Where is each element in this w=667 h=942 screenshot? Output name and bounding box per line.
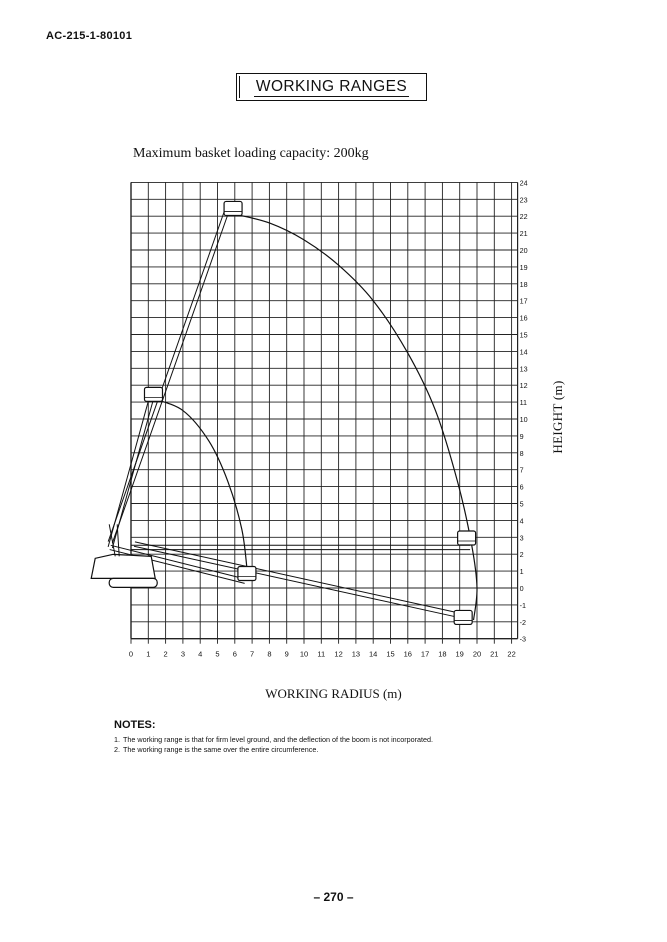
x-tick-label: 9 [284, 649, 289, 659]
y-tick-label: 17 [519, 296, 528, 306]
x-tick-label: 13 [351, 649, 361, 659]
y-tick-label: 19 [519, 262, 528, 272]
x-tick-label: 1 [146, 649, 151, 659]
y-tick-label: 23 [519, 195, 528, 205]
y-tick-label: 22 [519, 212, 528, 222]
x-tick-label: 0 [128, 649, 134, 659]
note-number: 1. [114, 735, 120, 744]
machine-crawler [109, 578, 157, 587]
x-tick-label: 20 [472, 649, 482, 659]
y-tick-label: 9 [519, 431, 524, 441]
boom-low-far-edge [135, 542, 459, 613]
x-tick-label: 2 [163, 649, 168, 659]
basket-mid [144, 387, 162, 401]
x-tick-label: 22 [507, 649, 516, 659]
notes-heading: NOTES: [114, 719, 156, 731]
x-tick-label: 21 [490, 649, 499, 659]
x-tick-label: 19 [455, 649, 464, 659]
note-number: 2. [114, 745, 120, 754]
y-tick-label: 15 [519, 330, 528, 340]
boom-max-height-edge [112, 208, 230, 543]
basket-reach [458, 531, 476, 545]
x-tick-label: 16 [403, 649, 412, 659]
x-tick-label: 11 [317, 649, 326, 659]
note-text: The working range is that for firm level ground, and the deflection of the boom is not incorporated. [123, 735, 434, 744]
page-number: – 270 – [313, 890, 354, 904]
grid [131, 182, 518, 638]
x-tick-label: 10 [299, 649, 309, 659]
note-item [114, 745, 594, 755]
note-item [114, 735, 594, 745]
y-tick-label: 24 [519, 178, 528, 188]
y-tick-label: 20 [519, 246, 528, 255]
y-tick-label: 5 [519, 499, 524, 509]
notes-section [114, 719, 594, 755]
x-tick-label: 3 [180, 649, 185, 659]
y-tick-label: 7 [519, 465, 524, 475]
y-tick-label: 3 [519, 533, 524, 543]
basket-low-near [238, 566, 256, 580]
machine [91, 201, 475, 624]
y-tick-label: -2 [519, 617, 527, 627]
x-axis-title: WORKING RADIUS (m) [265, 686, 402, 701]
y-tick-label: 2 [519, 550, 524, 560]
y-tick-label: -1 [519, 600, 527, 610]
basket-top [224, 201, 242, 215]
document-code: AC-215-1-80101 [46, 30, 133, 42]
y-tick-label: 21 [519, 229, 528, 239]
machine-body [91, 554, 155, 578]
y-tick-label: 6 [519, 482, 524, 492]
x-tick-label: 12 [334, 649, 343, 659]
x-tick-label: 15 [386, 649, 395, 659]
y-tick-label: 4 [519, 516, 524, 526]
y-tick-label: 12 [519, 381, 528, 391]
x-tick-label: 6 [232, 649, 237, 659]
y-tick-label: 18 [519, 279, 528, 289]
x-tick-label: 4 [198, 649, 203, 659]
y-tick-label: 0 [519, 584, 524, 593]
y-tick-label: 10 [519, 415, 528, 424]
y-tick-label: -3 [519, 634, 527, 644]
x-tick-label: 18 [438, 649, 447, 659]
basket-low-far [454, 610, 472, 624]
y-tick-label: 14 [519, 347, 528, 357]
x-tick-label: 8 [267, 649, 272, 659]
y-tick-label: 11 [519, 398, 528, 408]
boom-mid-height-edge [112, 398, 154, 548]
x-tick-label: 7 [250, 649, 255, 659]
boom-mid-height-edge [108, 396, 150, 546]
page-title: WORKING RANGES [255, 77, 408, 95]
capacity-caption: Maximum basket loading capacity: 200kg [133, 146, 369, 161]
y-axis-title: HEIGHT (m) [550, 380, 565, 454]
x-tick-label: 5 [215, 649, 220, 659]
booms [108, 207, 470, 617]
x-tick-label: 14 [369, 649, 378, 659]
y-tick-label: 8 [519, 448, 524, 458]
x-tick-label: 17 [420, 649, 430, 659]
y-tick-label: 13 [519, 364, 528, 374]
note-text: The working range is the same over the entire circumference. [123, 745, 319, 754]
boom-max-height-edge [108, 207, 226, 542]
outer-envelope-curve [237, 215, 477, 621]
y-tick-label: 16 [519, 313, 528, 323]
y-tick-label: 1 [519, 567, 524, 577]
